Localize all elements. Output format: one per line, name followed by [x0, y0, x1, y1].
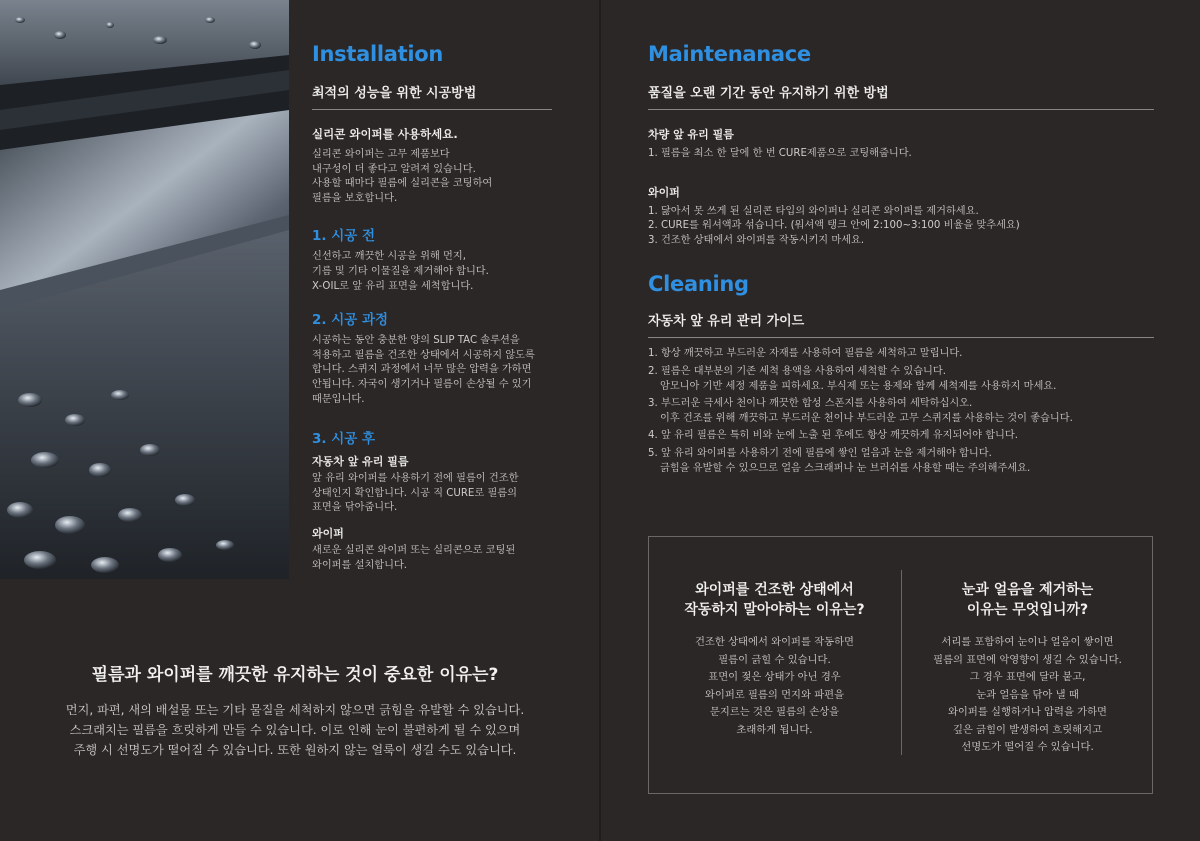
step3-body-wiper	[312, 544, 552, 573]
cleaning-item-cont: 이후 건조를 위해 깨끗하고 부드러운 천이나 부드러운 고무 스퀴지를 사용하는 것이 좋습니다.	[660, 412, 1073, 424]
cleaning-heading: Cleaning	[648, 272, 749, 297]
cleaning-subheading: 자동차 앞 유리 관리 가이드	[648, 314, 805, 330]
faq-body-line: 필름의 표면에 악영향이 생길 수 있습니다.	[933, 653, 1122, 666]
faq-title-line: 이유는 무엇입니까?	[966, 602, 1089, 618]
maintenance-heading: Maintenanace	[648, 42, 811, 66]
cleaning-item: 3. 부드러운 극세사 천이나 깨끗한 합성 스폰지를 사용하여 세탁하십시오.	[648, 398, 973, 410]
faq-title-line: 작동하지 말아야하는 이유는?	[684, 602, 865, 618]
step2-line: 때문입니다.	[312, 393, 365, 405]
step1-body	[312, 250, 552, 294]
cleaning-rule	[648, 337, 1154, 338]
step2-line: 합니다. 스퀴지 과정에서 너무 많은 압력을 가하면	[312, 364, 532, 376]
faq-body-line: 필름이 긁힐 수 있습니다.	[718, 653, 831, 666]
faq-body-line: 와이퍼를 실행하거나 압력을 가하면	[947, 706, 1108, 718]
step1-title: 1. 시공 전	[312, 228, 376, 245]
step2-line: 안됩니다. 자국이 생기거나 필름이 손상될 수 있기	[312, 378, 532, 390]
film-item: 1. 필름을 최소 한 달에 한 번 CURE제품으로 코팅해줍니다.	[648, 148, 912, 159]
step2-line: 시공하는 동안 충분한 양의 SLIP TAC 솔루션을	[312, 335, 520, 347]
cleaning-item: 2. 필름은 대부분의 기존 세척 용액을 사용하여 세척할 수 있습니다.	[648, 365, 946, 377]
intro-line: 내구성이 더 좋다고 알려져 있습니다.	[312, 163, 476, 175]
faq-body-line: 건조한 상태에서 와이퍼를 작동하면	[694, 636, 855, 648]
intro-body	[312, 148, 552, 206]
cleaning-item: 5. 앞 유리 와이퍼를 사용하기 전에 필름에 쌓인 얼음과 눈을 제거해야 합니다.	[648, 447, 992, 459]
step1-line: 기름 및 기타 이물질을 제거해야 합니다.	[312, 265, 489, 277]
wiper-item: 1. 닳아서 못 쓰게 된 실리콘 타입의 와이퍼나 실리콘 와이퍼를 제거하세요.	[648, 205, 979, 217]
faq-body-line: 서리를 포함하여 눈이나 얼음이 쌓이면	[941, 636, 1114, 648]
installation-heading: Installation	[312, 42, 444, 66]
step3-body-film	[312, 472, 552, 516]
faq-body-line: 눈과 얼음을 닦아 낼 때	[976, 688, 1079, 701]
step3-film-line: 상태인지 확인합니다. 시공 직 CURE로 필름의	[312, 487, 517, 499]
faq-body-line: 와이퍼로 필름의 먼지와 파편을	[704, 688, 845, 701]
wiper-item: 3. 건조한 상태에서 와이퍼를 작동시키지 마세요.	[648, 234, 865, 246]
faq-body-line: 표면이 젖은 상태가 아닌 경우	[708, 671, 841, 683]
intro-title: 실리콘 와이퍼를 사용하세요.	[312, 127, 458, 141]
faq-body-line: 초래하게 됩니다.	[736, 723, 813, 736]
faq-snow-ice-body	[905, 634, 1150, 757]
installation-section	[312, 42, 552, 573]
step3-sub-wiper: 와이퍼	[312, 526, 344, 540]
step3-title: 3. 시공 후	[312, 431, 376, 448]
maintenance-rule	[648, 109, 1154, 110]
why-clean-line: 스크래치는 필름을 흐릿하게 만들 수 있습니다. 이로 인해 눈이 불편하게 될 수 있으며	[69, 723, 521, 737]
step2-body	[312, 334, 552, 407]
installation-subheading: 최적의 성능을 위한 시공방법	[312, 86, 477, 101]
step3-film-line: 앞 유리 와이퍼를 사용하기 전에 필름이 건조한	[312, 473, 519, 485]
intro-line: 실리콘 와이퍼는 고무 제품보다	[312, 149, 450, 160]
maintenance-subheading: 품질을 오랜 기간 동안 유지하기 위한 방법	[648, 86, 889, 101]
step3-wiper-line: 새로운 실리콘 와이퍼 또는 실리콘으로 코팅된	[312, 544, 516, 556]
why-clean-line: 먼지, 파편, 새의 배설물 또는 기타 물질을 세척하지 않으면 긁힘을 유발할 수 있습니다.	[65, 703, 525, 717]
cleaning-item: 1. 항상 깨끗하고 부드러운 자재를 사용하여 필름을 세척하고 말립니다.	[648, 348, 963, 360]
why-clean-body	[0, 700, 590, 760]
faq-body-line: 선명도가 떨어질 수 있습니다.	[961, 741, 1094, 753]
faq-body-line: 문지르는 것은 필름의 손상을	[709, 706, 840, 718]
wiper-item: 2. CURE를 워셔액과 섞습니다. (워셔액 탱크 안에 2:100~3:100 비율을 맞추세요)	[648, 220, 1020, 232]
maintenance-section	[648, 42, 1154, 476]
step3-sub-film: 자동차 앞 유리 필름	[312, 455, 409, 469]
step2-line: 적용하고 필름을 건조한 상태에서 시공하지 않도록	[312, 349, 535, 361]
step2-title: 2. 시공 과정	[312, 312, 389, 329]
why-clean-line: 주행 시 선명도가 떨어질 수 있습니다. 또한 원하지 않는 얼룩이 생길 수도 있습니다.	[73, 743, 517, 757]
cleaning-item-cont: 긁힘을 유발할 수 있으므로 얼음 스크래퍼나 눈 브러쉬를 사용할 때는 주의해주세요.	[660, 462, 1031, 474]
cleaning-item-cont: 암모니아 기반 세정 제품을 피하세요. 부식제 또는 용제와 함께 세척제를 사용하지 마세요.	[660, 380, 1057, 392]
wiper-photo	[0, 0, 289, 579]
wiper-list	[648, 205, 1154, 249]
faq-divider	[901, 570, 902, 755]
intro-line: 필름을 보호합니다.	[312, 192, 398, 204]
faq-dry-wiper-body	[652, 634, 897, 739]
film-list	[648, 147, 1154, 162]
page-fold	[599, 0, 601, 841]
step3-wiper-line: 와이퍼를 설치합니다.	[312, 559, 408, 571]
cleaning-list	[648, 347, 1154, 476]
faq-body-line: 깊은 긁힘이 발생하여 흐릿해지고	[952, 723, 1103, 736]
faq-body-line: 그 경우 표면에 달라 붙고,	[969, 671, 1086, 683]
faq-title-line: 와이퍼를 건조한 상태에서	[695, 582, 854, 598]
faq-snow-ice	[905, 580, 1150, 757]
faq-snow-ice-title	[905, 580, 1150, 620]
wiper-title: 와이퍼	[648, 185, 680, 199]
faq-dry-wiper-title	[652, 580, 897, 620]
step1-line: X-OIL로 앞 유리 표면을 세척합니다.	[312, 280, 474, 292]
cleaning-item: 4. 앞 유리 필름은 특히 비와 눈에 노출 된 후에도 항상 깨끗하게 유지되어야 합니다.	[648, 430, 1018, 442]
installation-rule	[312, 109, 552, 110]
step3-film-line: 표면을 닦아줍니다.	[312, 502, 398, 514]
faq-dry-wiper	[652, 580, 897, 739]
why-clean-title: 필름과 와이퍼를 깨끗한 유지하는 것이 중요한 이유는?	[91, 665, 499, 685]
film-title: 차량 앞 유리 필름	[648, 128, 734, 141]
faq-title-line: 눈과 얼음을 제거하는	[961, 582, 1094, 598]
intro-line: 사용할 때마다 필름에 실리콘을 코팅하여	[312, 178, 493, 190]
step1-line: 신선하고 깨끗한 시공을 위해 먼지,	[312, 251, 466, 263]
wiper-photo-illustration	[0, 0, 289, 579]
